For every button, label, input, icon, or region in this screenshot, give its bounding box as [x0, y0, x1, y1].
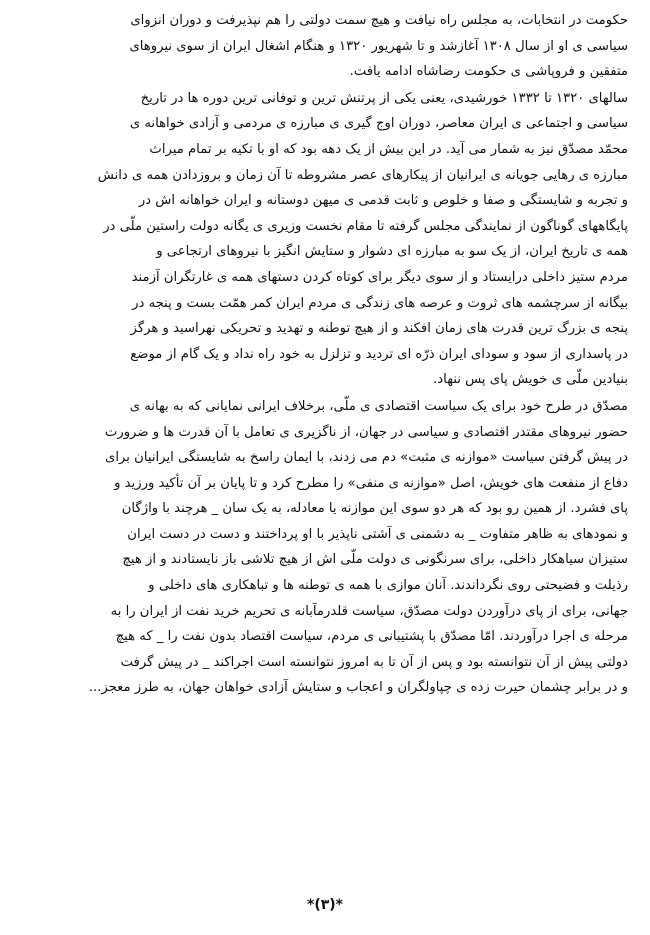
page-number: *(۳)* — [307, 897, 343, 913]
paragraph-2: سالهای ۱۳۲۰ تا ۱۳۳۲ خورشیدی، یعنی یکی از پرتنش ترین و توفانی ترین دوره ها در تاریخ سیاسی و اجتماعی ی ایران معاصر، دوران اوج گیری ی مبارزه ی مردمی و آزادی خواهانه ی محمّد مصدّق نیز به شمار می آید. در این بیش از یک دهه بود که او با تکیه بر تمام میراث مبارزه ی رهایی جویانه ی ایرانیان از پیکارهای عصر مشروطه تا آن زمان و بروزدادن همه ی دانش و تجربه و شایستگی و صفا و خلوص و ثابت قدمی ی میهن دوستانه و ایران خواهانه اش در پایگاههای گوناگون از نمایندگی مجلس گرفته تا مقام نخست وزیری ی یگانه دولت راستین ملّی در همه ی تاریخ ایران، از یک سو به مبارزه ای دشوار و ستایش انگیز با نیروهای ارتجاعی و مردم ستیز داخلی درایستاد و از سوی دیگر برای کوتاه کردن دستهای همه ی غارتگران آزمند بیگانه از سرچشمه های ثروت و عرصه های زندگی ی مردم ایران کمر همّت بست و پنجه در پنجه ی بزرگ ترین قدرت های زمان افکند و از هیچ توطنه و تهدید و تحریکی نهراسید و هرگز در پاسداری از سود و سودای ایران ذرّه ای تردید و تزلزل به خود راه نداد و یک گام از موضع بنیادین ملّی ی خویش پای پس ننهاد. — [97, 90, 628, 388]
paragraph-1: حکومت در انتخابات، به مجلس راه نیافت و هیچ سمت دولتی را هم نپذیرفت و دوران انزوای سیاسی ی او از سال ۱۳۰۸ آغازشد و تا شهریور ۱۳۲۰ و هنگام اشغال ایران از سوی نیروهای متفقین و فروپاشی ی حکومت رضاشاه ادامه یافت. — [129, 13, 628, 80]
paragraph-3: مصدّق در طرح خود برای یک سیاست اقتصادی ی ملّی، برخلاف ایرانی نمایانی که به بهانه ی حضور نیروهای مقتدر اقتصادی و سیاسی در جهان، از ناگزیری ی تعامل با آن قدرت ها و ضرورت در پیش گرفتن سیاست «موازنه ی مثبت» دم می زدند، با ایمان راسخ به شایستگی ایرانیان برای دفاع از منفعت های خویش، اصل «موازنه ی منفی» را مطرح کرد و تا پایان بر آن تأکید ورزید و پای فشرد. از همین رو بود که هر دو سوی این موازنه یا معادله، به یک سان _ هرچند با واژگان و نمودهای به ظاهر متفاوت _ به دشمنی ی آشتی ناپذیر با او پرداختند و دست در دست ایران ستیزان سیاهکار داخلی، برای سرنگونی ی دولت ملّی اش از هیچ تلاشی باز نایستادند و از هیچ رذیلت و فضیحتی روی نگرداندند. آنان موازی با همه ی توطنه ها و تباهکاری های داخلی و جهانی، برای از پای درآوردن دولت مصدّق، سیاست قلدرمآبانه ی تحریم خرید نفت از ایران را به مرحله ی اجرا درآوردند. امّا مصدّق با پشتیبانی ی مردم، سیاست اقتصاد بدون نفت را _ که هیچ دولتی پیش از آن نتوانسته بود و پس از آن تا به امروز نتوانسته است اجراکند _ در پیش گرفت و در برابر چشمان حیرت زده ی چپاولگران و اعجاب و ستایش آزادی خواهان جهان، به طرز معجز... — [88, 398, 628, 696]
